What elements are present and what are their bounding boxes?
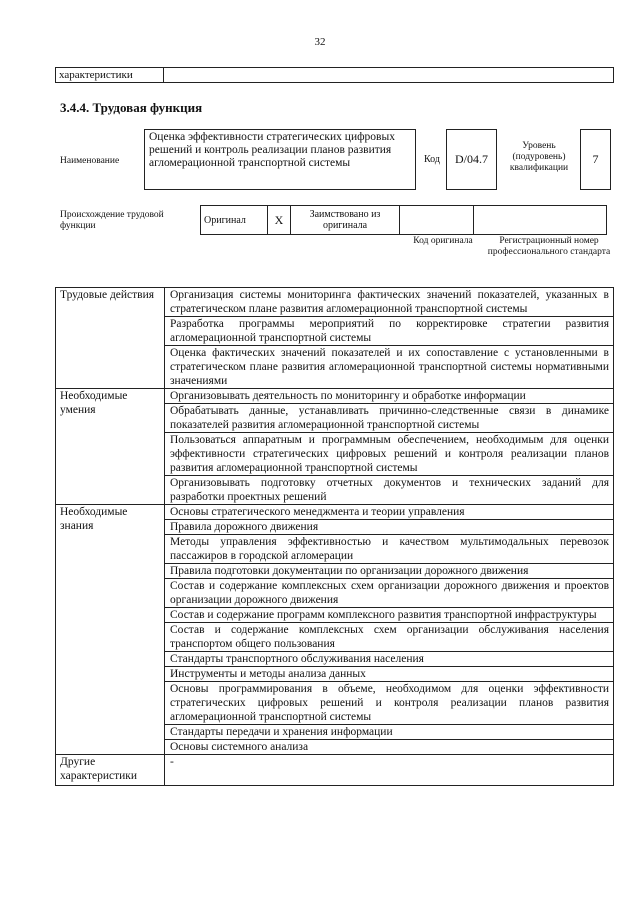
- table-cell: Организовывать подготовку отчетных документов и технических заданий для разработки проектных решений: [165, 476, 614, 505]
- table-cell: Организовывать деятельность по мониторингу и обработке информации: [165, 389, 614, 404]
- table-cell: Состав и содержание программ комплексного развития транспортной инфраструктуры: [165, 608, 614, 623]
- code-label: Код: [424, 154, 440, 165]
- table-row: [56, 505, 614, 520]
- table-cell: Состав и содержание комплексных схем организации обслуживания населения транспортом общего пользования: [165, 623, 614, 652]
- registration-number-caption: Регистрационный номер профессионального стандарта: [487, 236, 611, 257]
- registration-number-cell: [474, 206, 607, 235]
- continued-row-table: [55, 67, 614, 83]
- original-label: Оригинал: [201, 206, 268, 235]
- table-cell: Разработка программы мероприятий по корректировке стратегии развития агломерационной транспортной системы: [165, 317, 614, 346]
- level-label: Уровень (подуровень) квалификации: [509, 141, 569, 173]
- qualification-level-value: 7: [580, 129, 611, 190]
- table-cell: Правила дорожного движения: [165, 520, 614, 535]
- function-code-value: D/04.7: [446, 129, 497, 190]
- table-row: [56, 288, 614, 317]
- row-head: Трудовые действия: [56, 288, 165, 389]
- table-cell: Пользоваться аппаратным и программным обеспечением, необходимым для оценки эффективности стратегических цифровых решений и контроля реализации планов развития агломерационной транспортной системы: [165, 433, 614, 476]
- table-cell: Состав и содержание комплексных схем организации дорожного движения и проектов организации дорожного движения: [165, 579, 614, 608]
- continued-row-value: [164, 68, 614, 83]
- origin-table: [200, 205, 607, 235]
- table-row: [56, 755, 614, 786]
- table-cell: Основы программирования в объеме, необходимом для оценки эффективности стратегических цифровых решений и контроля реализации планов развития агломерационной транспортной системы: [165, 682, 614, 725]
- function-details-table: [55, 287, 614, 786]
- table-row: [56, 389, 614, 404]
- original-code-cell: [400, 206, 474, 235]
- section-title: 3.4.4. Трудовая функция: [60, 100, 203, 115]
- table-cell: Обрабатывать данные, устанавливать причинно-следственные связи в динамике показателей развития агломерационной транспортной системы: [165, 404, 614, 433]
- table-cell: Стандарты транспортного обслуживания населения: [165, 652, 614, 667]
- table-cell: Методы управления эффективностью и качеством мультимодальных перевозок пассажиров в городской агломерации: [165, 535, 614, 564]
- row-head: Необходимые умения: [56, 389, 165, 505]
- original-mark: X: [268, 206, 291, 235]
- table-cell: -: [165, 755, 614, 786]
- borrowed-label: Заимствовано из оригинала: [291, 206, 400, 235]
- name-label: Наименование: [60, 156, 120, 166]
- table-cell: Инструменты и методы анализа данных: [165, 667, 614, 682]
- origin-label: Происхождение трудовой функции: [60, 210, 164, 231]
- table-cell: Организация системы мониторинга фактических значений показателей, указанных в стратегическом плане развития агломерационной транспортной системы: [165, 288, 614, 317]
- table-cell: Основы системного анализа: [165, 740, 614, 755]
- row-head: Другие характеристики: [56, 755, 165, 786]
- row-head: Необходимые знания: [56, 505, 165, 755]
- original-code-caption: Код оригинала: [413, 236, 473, 246]
- table-cell: Основы стратегического менеджмента и теории управления: [165, 505, 614, 520]
- table-cell: Оценка фактических значений показателей и их сопоставление с установленными в стратегическом плане развития агломерационной транспортной системы нормативными значениями: [165, 346, 614, 389]
- table-cell: Правила подготовки документации по организации дорожного движения: [165, 564, 614, 579]
- page-number: 32: [314, 36, 326, 48]
- continued-row-label: характеристики: [56, 68, 164, 83]
- function-name-value: Оценка эффективности стратегических цифровых решений и контроль реализации планов развития агломерационной транспортной системы: [144, 129, 416, 190]
- table-cell: Стандарты передачи и хранения информации: [165, 725, 614, 740]
